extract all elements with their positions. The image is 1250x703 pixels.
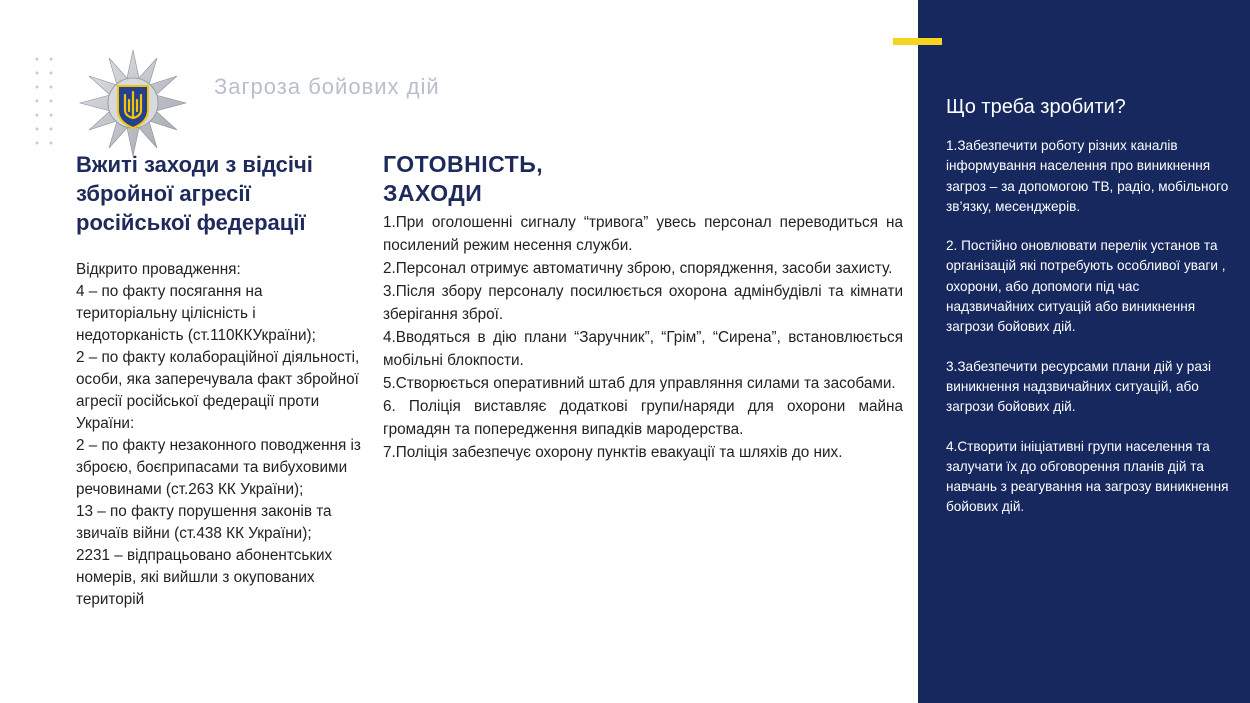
middle-list-item: 3.Після збору персоналу посилюється охорона адмінбудівлі та кімнати зберігання зброї. (383, 283, 903, 323)
panel-list-item: 3.Забезпечити ресурсами плани дій у разі виникнення надзвичайних ситуацій, або загрози бойових дій. (946, 358, 1212, 415)
panel-title: Що треба зробити? (946, 96, 1126, 118)
middle-list-item: 6. Поліція виставляє додаткові групи/наряди для охорони майна громадян та попередження випадків мародерства. (383, 398, 903, 438)
left-line: 2 – по факту незаконного поводження із зброєю, боєприпасами та вибуховими речовинами (ст.263 КК України); (76, 437, 361, 498)
middle-list-item: 7.Поліція забезпечує охорону пунктів евакуації та шляхів до них. (383, 444, 843, 461)
middle-list-item: 4.Вводяться в дію плани “Заручник”, “Грім”, “Сирена”, встановлюється мобільні блокпости. (383, 329, 903, 369)
middle-heading-line2: ЗАХОДИ (383, 180, 483, 206)
panel-list (946, 136, 1231, 537)
emblem-graphic (78, 48, 188, 158)
left-line: 2 – по факту колабораційної діяльності, особи, яка заперечувала факт збройної агресії російської федерації проти України: (76, 349, 360, 432)
left-line: 4 – по факту посягання на територіальну цілісність і недоторканість (ст.110ККУкраїни); (76, 283, 316, 344)
left-line: 13 – по факту порушення законів та звичаїв війни (ст.438 КК України); (76, 503, 332, 542)
left-column (76, 150, 366, 611)
middle-heading-line1: ГОТОВНІСТЬ, (383, 151, 544, 177)
slide-topic-tag: Загроза бойових дій (214, 74, 440, 99)
left-line: Відкрито провадження: (76, 261, 241, 278)
middle-heading (383, 150, 903, 208)
panel-list-item: 2. Постійно оновлювати перелік установ та організацій які потребують особливої уваги , охорони, або допомоги під час надзвичайних ситуацій або виникнення загрози бойових дій. (946, 238, 1226, 335)
police-star-trident-icon (78, 48, 188, 158)
middle-list-item: 1.При оголошенні сигналу “тривога” увесь персонал переводиться на посилений режим несення служби. (383, 214, 903, 254)
middle-list-item: 5.Створюється оперативний штаб для управляння силами та засобами. (383, 375, 896, 392)
panel-list-item: 4.Створити ініціативні групи населення та залучати їх до обговорення планів дій та навчань з реагування на загрозу виникнення бойових дій. (946, 438, 1229, 515)
middle-list-item: 2.Персонал отримує автоматичну зброю, спорядження, засоби захисту. (383, 260, 893, 277)
left-body (76, 259, 366, 611)
decorative-dot-grid (30, 52, 62, 152)
middle-column (383, 150, 903, 464)
left-heading: Вжиті заходи з відсічі збройної агресії російської федерації (76, 152, 313, 235)
accent-bar (893, 38, 942, 45)
left-line: 2231 – відпрацьовано абонентських номерів, які вийшли з окупованих територій (76, 547, 333, 608)
middle-list (383, 211, 903, 464)
panel-list-item: 1.Забезпечити роботу різних каналів інформування населення про виникнення загроз – за допомогою ТВ, радіо, мобільного зв’язку, месенджерів. (946, 138, 1229, 214)
